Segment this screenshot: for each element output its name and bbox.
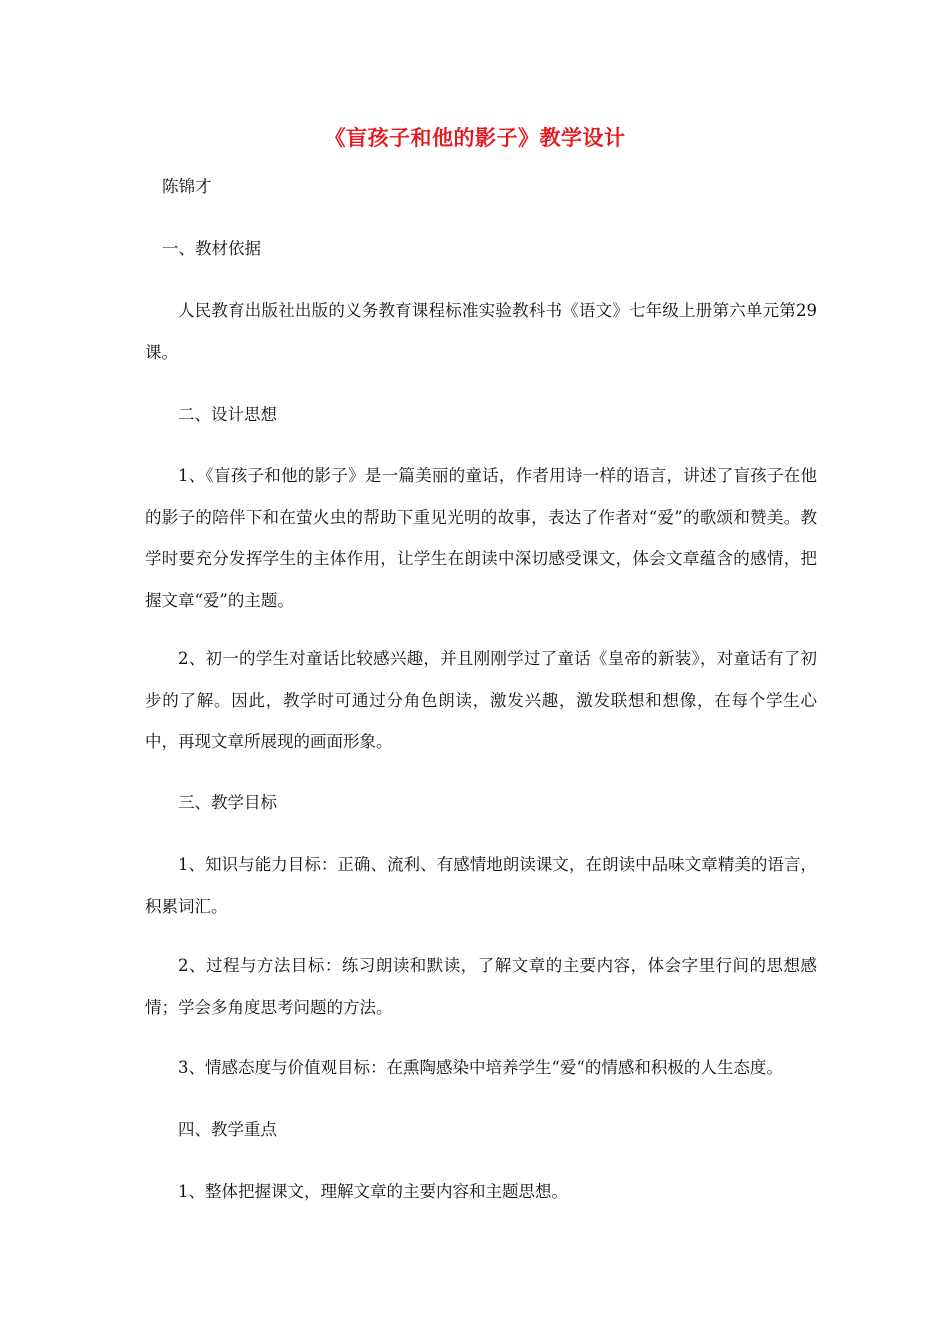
author-name: 陈锦才 bbox=[162, 177, 212, 196]
section-heading-3: 三、教学目标 bbox=[178, 793, 277, 812]
section-1-paragraph-1: 人民教育出版社出版的义务教育课程标准实验教科书《语文》七年级上册第六单元第29课。 bbox=[145, 301, 817, 362]
section-2-paragraph-2: 2、初一的学生对童话比较感兴趣，并且刚刚学过了童话《皇帝的新装》，对童话有了初步的了解。因此，教学时可通过分角色朗读，激发兴趣，激发联想和想像，在每个学生心中，再现文章所展现的画面形象。 bbox=[145, 649, 817, 751]
section-heading-2: 二、设计思想 bbox=[178, 405, 277, 424]
section-heading-1: 一、教材依据 bbox=[162, 239, 261, 258]
section-3-paragraph-2: 2、过程与方法目标：练习朗读和默读，了解文章的主要内容，体会字里行间的思想感情；学会多角度思考问题的方法。 bbox=[145, 956, 817, 1017]
section-3-paragraph-3: 3、情感态度与价值观目标：在熏陶感染中培养学生“爱“的情感和积极的人生态度。 bbox=[178, 1058, 783, 1077]
section-heading-4: 四、教学重点 bbox=[178, 1120, 277, 1139]
section-3-paragraph-1: 1、知识与能力目标：正确、流利、有感情地朗读课文，在朗读中品味文章精美的语言，积累词汇。 bbox=[145, 855, 817, 916]
section-2-paragraph-1: 1、《盲孩子和他的影子》是一篇美丽的童话，作者用诗一样的语言，讲述了盲孩子在他的影子的陪伴下和在萤火虫的帮助下重见光明的故事，表达了作者对“爱”的歌颂和赞美。教学时要充分发挥学生的主体作用，让学生在朗读中深切感受课文，体会文章蕴含的感情，把握文章“爱”的主题。 bbox=[145, 466, 817, 610]
section-4-paragraph-1: 1、整体把握课文，理解文章的主要内容和主题思想。 bbox=[178, 1182, 568, 1201]
document-title: 《盲孩子和他的影子》教学设计 bbox=[324, 125, 626, 150]
